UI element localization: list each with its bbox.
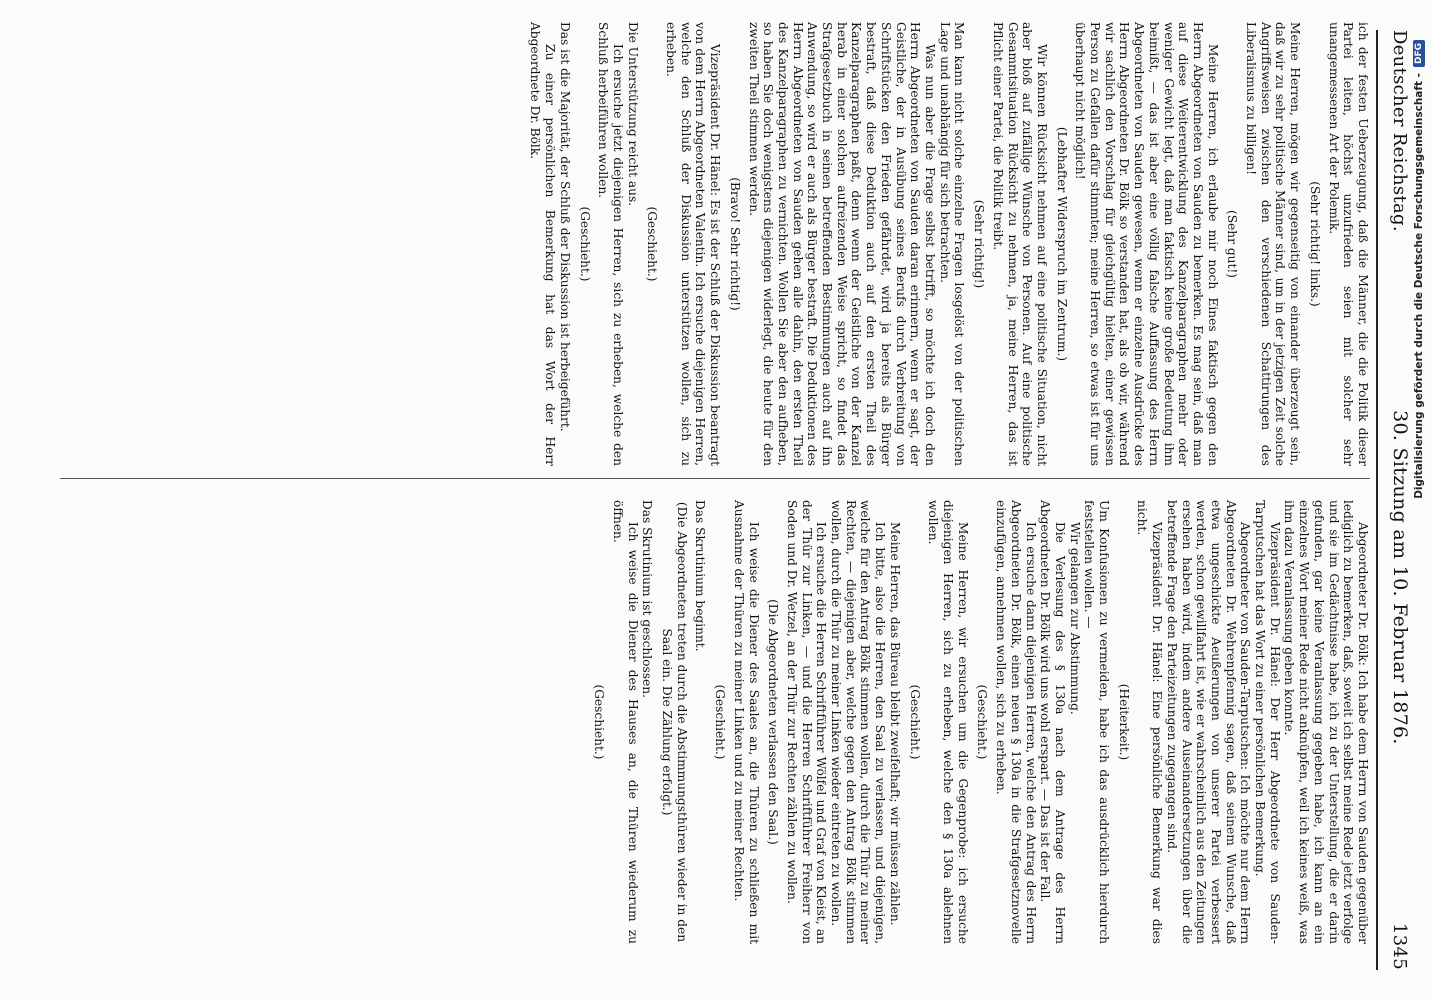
paragraph: Wir können Rücksicht nehmen auf eine politische Situation, nicht aber bloß auf zufällige Wünsche von Personen. Auf eine politische Gesammtsituation Rücksicht zu nehmen, ja, meine Herren, das ist Pflicht einer Partei, die Politik treibt. bbox=[990, 22, 1049, 466]
interjection: (Heiterkeit.) bbox=[1116, 683, 1131, 761]
paragraph: Ich ersuche jetzt diejenigen Herren, sich zu erheben, welche den Schluß herbeiführen wollen. bbox=[596, 22, 625, 466]
paragraph: Das ist die Majorität, der Schluß der Diskussion ist herbeigeführt. bbox=[557, 22, 572, 432]
interjection: (Die Abgeordneten treten durch die Abstimmungsthüren wieder in den Saal ein. Die Zählung erfolgt.) bbox=[660, 501, 689, 943]
paragraph: Ich bitte, also die Herren, den Saal zu verlassen, und diejenigen, welche für den Antrag Bölk stimmen wollen, durch die Thür zu meiner Rechten, — diejenigen aber, welche gegen den Antrag Bölk stimmen wollen, durch die Thür zu meiner Linken wieder eintreten zu wollen. bbox=[829, 500, 888, 944]
paragraph: Das Skrutinium beginnt. bbox=[693, 500, 708, 652]
paragraph: Um Konfusionen zu vermeiden, habe ich das ausdrücklich hierdurch feststellen wollen. — bbox=[1082, 500, 1112, 944]
publication-title: Deutscher Reichstag. bbox=[1389, 30, 1411, 232]
paragraph: Abgeordneter Dr. Bölk: Ich habe dem Herrn von Sauden gegenüber lediglich zu bemerken, daß, soweit ich selbst meine Rede jetzt verfolge und sie im Gedächtnisse habe, ich zu der Unterstellung, die er darin gefunden, gar keine Veranlassung gegeben habe, ich kann an ein einzelnes Wort meiner Rede nicht anknüpfen, weil ich keines weiß, was ihm dazu Veranlassung geben konnte. bbox=[1282, 500, 1370, 944]
paragraph: Was nun aber die Frage selbst betrifft, so möchte ich doch den Herrn Abgeordneten von Sauden daran erinnern, wenn er sagt, der Geistliche, der in Ausübung seines Berufs durch Verbreitung von Schriftstücken den Frieden gefährdet, wird ja bereits als Bürger bestraft, daß diese Deduktion auch auf den ersten Theil des Kanzelparagraphen paßt, denn wenn der Geistliche von der Kanzel herab in einer solchen aufreizenden Weise spricht, so findet das Strafgesetzbuch in seinen betreffenden Bestimmungen auch auf ihn Anwendung, so wird er auch als Bürger bestraft. Die Deduktionen des Herrn Abgeordneten von Sauden gehen alle dahin, den ersten Theil des Kanzelparagraphen zu vernichten. Wollen Sie aber den aufheben, so haben Sie doch wenigstens diejenigen widerlegt, die heute für den zweiten Theil stimmen werden. bbox=[746, 22, 938, 466]
interjection: (Geschieht.) bbox=[592, 684, 607, 760]
paragraph: Vizepräsident Dr. Hänel: Der Herr Abgeordnete von Sauden-Tarputschen hat das Wort zu einer persönlichen Bemerkung. bbox=[1253, 500, 1282, 944]
page-number: 1345 bbox=[1389, 922, 1411, 970]
paragraph: Abgeordneter von Sauden-Tarputschen: Ich möchte nur dem Herrn Abgeordneten Dr. Wehrenpfennig sagen, daß seinem Wunsche, daß etwa ungeschickte Aeußerungen von unserer Partei verbessert werden, schon gewillfahrt ist, wie er wahrscheinlich aus den Zeitungen ersehen haben wird, indem andere Auseinandersetzungen über die betreffende Frage den Parteizeitungen zugegangen sind. bbox=[1164, 500, 1253, 944]
credit-text: Digitalisierung gefördert durch die Deutsche Forschungsgemeinschaft - bbox=[1413, 73, 1425, 499]
paragraph: Meine Herren, das Büreau bleibt zweifelhaft; wir müssen zählen. bbox=[887, 522, 902, 926]
paragraph: Die Verlesung des § 130a nach dem Antrage des Herrn Abgeordneten Dr. Bölk wird uns wohl erspart. — Das ist der Fall. bbox=[1038, 500, 1067, 944]
text-column-right bbox=[587, 500, 1370, 944]
interjection: (Bravo! Sehr richtig!) bbox=[727, 177, 742, 311]
interjection: (Sehr gut!) bbox=[1225, 209, 1240, 279]
paragraph: Wir gelangen zur Abstimmung. bbox=[1067, 522, 1082, 715]
paragraph: Meine Herren, mögen wir gegenseitig von einander überzeugt sein, daß wir zu sehr politische Männer sind, um in der jetzigen Zeit solche Angriffsweisen zwischen den verschiedenen Schattirungen des Liberalismus zu billigen! bbox=[1244, 22, 1303, 466]
paragraph: Ich ersuche dann diejenigen Herren, welche den Antrag des Herrn Abgeordneten Dr. Bölk, einen neuen § 130a in die Strafgesetznovelle einzufügen, annehmen wollen, sich zu erheben. bbox=[994, 500, 1038, 944]
text-column-left bbox=[528, 22, 1370, 466]
interjection: (Die Abgeordneten verlassen den Saal.) bbox=[766, 599, 781, 845]
dfg-logo: DFG bbox=[1413, 40, 1425, 67]
interjection: (Geschieht.) bbox=[907, 684, 922, 760]
paragraph: Ich weise die Diener des Hauses an, die Thüren wiederum zu öffnen. bbox=[610, 500, 640, 944]
interjection: (Lebhafter Widerspruch im Zentrum.) bbox=[1054, 126, 1069, 362]
interjection: (Geschieht.) bbox=[645, 206, 660, 282]
session-date: 30. Sitzung am 10. Februar 1876. bbox=[1389, 410, 1411, 745]
paragraph: Vizepräsident Dr. Hänel: Es ist der Schluß der Diskussion beantragt von dem Herrn Abgeordneten Valentin. Ich ersuche diejenigen Herren, welche den Schluß der Diskussion unterstützen wollen, sich zu erheben. bbox=[664, 22, 723, 466]
paragraph: Vizepräsident Dr. Hänel: Eine persönliche Bemerkung war dies nicht. bbox=[1135, 500, 1165, 944]
interjection: (Geschieht.) bbox=[713, 684, 728, 760]
interjection: (Sehr richtig!) bbox=[972, 199, 987, 289]
interjection: (Geschieht.) bbox=[577, 206, 592, 282]
paragraph: Ich weise die Diener des Saales an, die Thüren zu schließen mit Ausnahme der Thüren zu meiner Linken und zu meiner Rechten. bbox=[731, 500, 761, 944]
paragraph: Zu einer persönlichen Bemerkung hat das Wort der Herr Abgeordnete Dr. Bölk. bbox=[528, 22, 558, 466]
paragraph: Ich ersuche die Herren Schriftführer Wölfel und Graf von Kleist, an der Thür zur Linken, — und die Herren Schriftführer Freiherr von Soden und Dr. Wetzel, an der Thür zur Rechten zählen zu wollen. bbox=[784, 500, 829, 944]
paragraph: Die Unterstützung reicht aus. bbox=[625, 22, 640, 207]
digitization-credit bbox=[1410, 40, 1428, 980]
paragraph: Meine Herren, ich erlaube mir noch Eines faktisch gegen den Herrn Abgeordneten von Sauden zu bemerken. Es mag sein, daß man auf diese Weiterentwicklung des Kanzelparagraphen mehr oder weniger Gewicht legt, daß man faktisch keine große Bedeutung ihm beimißt, — das ist aber eine völlig falsche Auffassung des Herrn Abgeordneten von Sauden gewesen, wenn er einzelne Ausdrücke des Herrn Abgeordneten Dr. Bölk so verstanden hat, als ob wir, während wir sachlich den Vorschlag für gleichgültig hielten, einer gewissen Person zu Gefallen dafür stimmten; meine Herren, so etwas ist für uns überhaupt nicht möglich! bbox=[1073, 22, 1220, 466]
column-divider bbox=[60, 478, 1370, 479]
paragraph: Man kann nicht solche einzelne Fragen losgelöst von der politischen Lage und unabhängig für sich betrachten. bbox=[937, 22, 967, 466]
interjection: (Sehr richtig! links.) bbox=[1307, 181, 1322, 307]
paragraph: ich der festen Ueberzeugung, daß die Männer, die die Politik dieser Partei leiten, höchst unzufrieden seien mit solcher sehr unangemessenen Art der Polemik. bbox=[1326, 22, 1370, 466]
paragraph: Das Skrutinium ist geschlossen. bbox=[640, 500, 655, 698]
interjection: (Geschieht.) bbox=[975, 684, 990, 760]
paragraph: Meine Herren, wir ersuchen um die Gegenprobe: ich ersuche diejenigen Herren, sich zu erheben, welche den § 130a ablehnen wollen. bbox=[926, 500, 970, 944]
